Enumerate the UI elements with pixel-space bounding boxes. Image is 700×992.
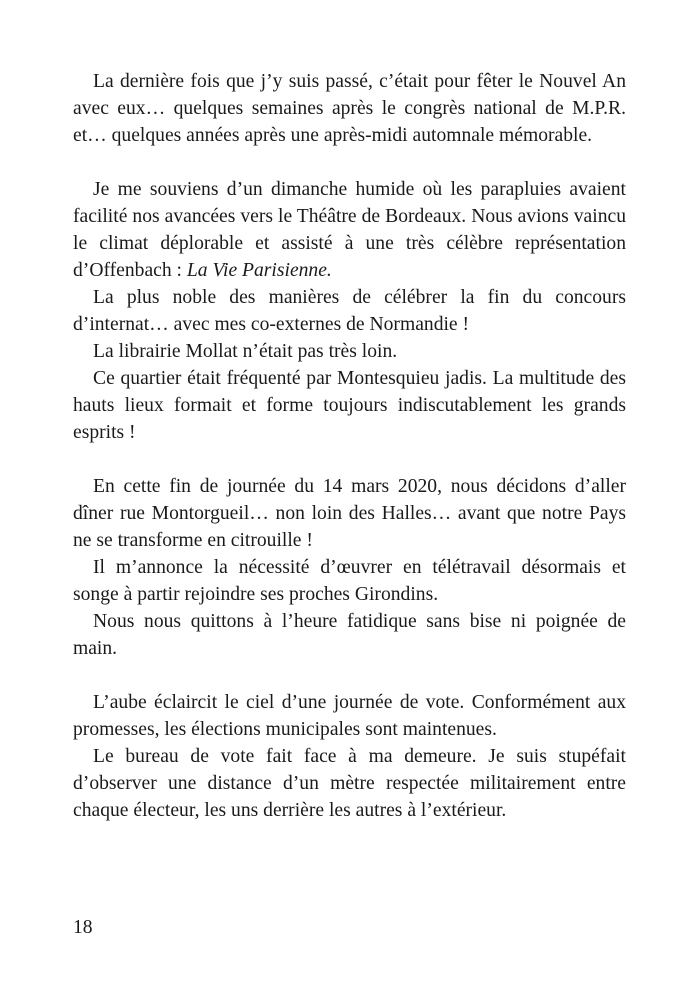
page-number: 18 xyxy=(73,917,93,938)
paragraph-bordeaux-text: Je me souviens d’un dimanche humide où les parapluies avaient facilité nos avancées vers le Théâtre de Bordeaux. Nous avions vaincu le climat déplorable et assisté à une très célèbre représentation d’Offenbach : xyxy=(73,179,626,281)
paragraph-polling-station: Le bureau de vote fait face à ma demeure. Je suis stupéfait d’observer une distance d’un mètre respectée militairement entre chaque électeur, les uns derrière les autres à l’extérieur. xyxy=(73,746,626,821)
paragraph-bordeaux-theatre xyxy=(73,176,626,284)
paragraph-farewell: Nous nous quittons à l’heure fatidique sans bise ni poignée de main. xyxy=(73,611,626,659)
paragraph-march-2020: En cette fin de journée du 14 mars 2020, nous décidons d’aller dîner rue Montorgueil… non loin des Halles… avant que notre Pays ne se transforme en citrouille ! xyxy=(73,476,626,551)
paragraph-teletravail: Il m’annonce la nécessité d’œuvrer en télétravail désormais et songe à partir rejoindre ses proches Girondins. xyxy=(73,557,626,605)
section-break xyxy=(73,446,626,473)
opera-title: La Vie Parisienne. xyxy=(186,260,332,281)
section-break xyxy=(73,149,626,176)
paragraph-new-year: La dernière fois que j’y suis passé, c’était pour fêter le Nouvel An avec eux… quelques semaines après le congrès national de M.P.R. et… quelques années après une après-midi automnale mémorable. xyxy=(73,71,626,146)
paragraph-internat: La plus noble des manières de célébrer la fin du concours d’internat… avec mes co-externes de Normandie ! xyxy=(73,287,626,335)
page-body xyxy=(73,68,626,824)
paragraph-mollat: La librairie Mollat n’était pas très loin. xyxy=(93,341,398,362)
paragraph-montesquieu: Ce quartier était fréquenté par Montesquieu jadis. La multitude des hauts lieux formait et forme toujours indiscutablement les grands esprits ! xyxy=(73,368,626,443)
paragraph-election-day: L’aube éclaircit le ciel d’une journée de vote. Conformément aux promesses, les élections municipales sont maintenues. xyxy=(73,692,626,740)
section-break xyxy=(73,662,626,689)
